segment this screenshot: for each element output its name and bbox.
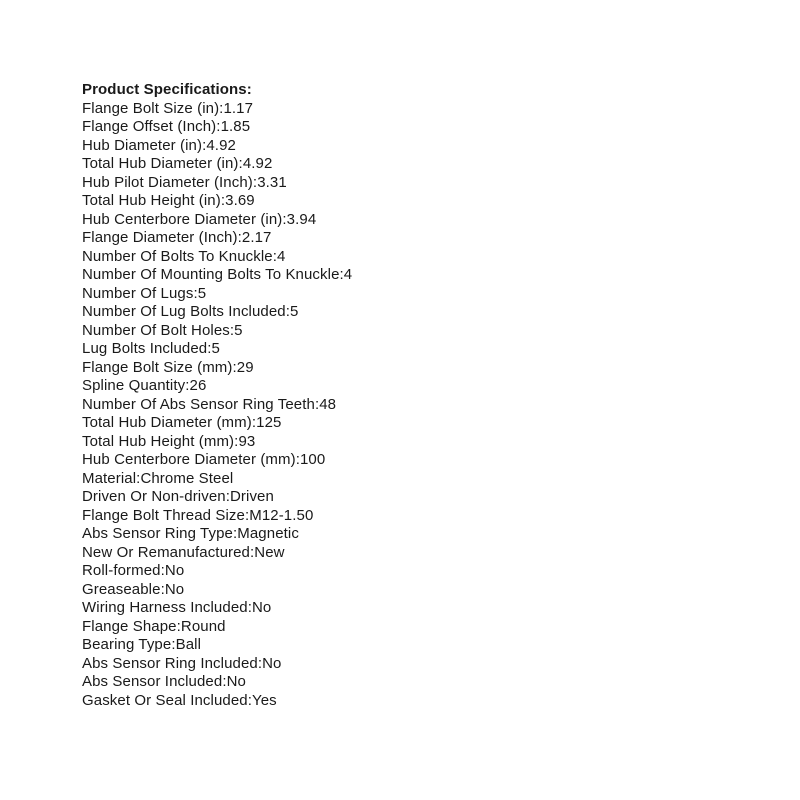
- spec-value: Magnetic: [237, 525, 299, 542]
- spec-label: Number Of Abs Sensor Ring Teeth: [82, 395, 315, 413]
- spec-value: 5: [197, 284, 207, 302]
- spec-label: Total Hub Height (in): [82, 192, 221, 209]
- spec-value: No: [226, 673, 246, 690]
- spec-label: Driven Or Non-driven: [82, 488, 226, 505]
- spec-separator: :: [160, 580, 165, 598]
- spec-separator: :: [225, 488, 230, 505]
- spec-label: Flange Diameter (Inch): [82, 229, 238, 246]
- spec-separator: :: [252, 173, 258, 191]
- spec-value: No: [262, 654, 282, 672]
- spec-value: Driven: [230, 488, 274, 505]
- spec-row: [82, 322, 352, 341]
- spec-row: [82, 433, 352, 452]
- spec-value: 1.85: [220, 118, 251, 135]
- spec-row: [82, 229, 352, 248]
- spec-label: Hub Diameter (in): [82, 136, 203, 154]
- spec-row: [82, 544, 352, 563]
- spec-row: [82, 266, 352, 285]
- spec-row: [82, 303, 352, 322]
- spec-separator: :: [185, 377, 190, 394]
- spec-row: [82, 248, 352, 267]
- spec-value: 5: [234, 321, 243, 339]
- spec-label: Flange Shape: [82, 617, 177, 635]
- spec-separator: :: [251, 414, 257, 431]
- spec-list: [82, 100, 352, 711]
- spec-label: Number Of Mounting Bolts To Knuckle: [82, 266, 340, 283]
- spec-separator: :: [339, 266, 344, 283]
- spec-row: [82, 377, 352, 396]
- spec-separator: :: [136, 469, 141, 487]
- spec-separator: :: [202, 136, 207, 154]
- spec-label: Flange Bolt Thread Size: [82, 506, 245, 524]
- spec-separator: :: [216, 118, 221, 135]
- spec-value: 4.92: [242, 155, 273, 172]
- spec-value: 100: [299, 451, 326, 468]
- spec-value: Round: [180, 617, 226, 635]
- spec-value: New: [254, 543, 285, 561]
- spec-row: [82, 340, 352, 359]
- spec-value: 4: [343, 266, 353, 283]
- page-title: Product Specifications:: [82, 81, 252, 98]
- spec-row: [82, 599, 352, 618]
- spec-value: No: [164, 562, 185, 579]
- spec-separator: :: [237, 229, 242, 246]
- spec-value: Ball: [175, 636, 202, 653]
- spec-label: Abs Sensor Ring Type: [82, 525, 233, 542]
- spec-value: M12-1.50: [249, 506, 314, 524]
- spec-row: [82, 562, 352, 581]
- spec-row: [82, 488, 352, 507]
- spec-value: 5: [290, 303, 299, 320]
- spec-row: [82, 192, 352, 211]
- spec-value: 4.92: [206, 136, 236, 154]
- spec-separator: :: [219, 99, 224, 117]
- spec-content: [82, 81, 352, 710]
- spec-separator: :: [207, 340, 212, 357]
- spec-value: 125: [256, 414, 282, 431]
- spec-row: [82, 581, 352, 600]
- spec-separator: :: [232, 358, 237, 376]
- spec-label: Roll-formed: [82, 562, 161, 579]
- spec-label: Total Hub Diameter (in): [82, 155, 239, 172]
- spec-separator: :: [232, 525, 238, 542]
- spec-value: 2.17: [241, 229, 272, 246]
- spec-separator: :: [229, 321, 235, 339]
- spec-row: [82, 636, 352, 655]
- spec-row: [82, 359, 352, 378]
- spec-value: 3.31: [257, 173, 287, 191]
- spec-row: [82, 451, 352, 470]
- spec-separator: :: [238, 155, 243, 172]
- spec-row: [82, 507, 352, 526]
- spec-label: Hub Centerbore Diameter (mm): [82, 451, 296, 468]
- spec-value: No: [164, 580, 185, 598]
- spec-separator: :: [257, 654, 263, 672]
- spec-separator: :: [282, 210, 287, 228]
- spec-label: Flange Offset (Inch): [82, 118, 217, 135]
- spec-value: 3.94: [286, 210, 317, 228]
- spec-label: Number Of Lugs: [82, 284, 194, 302]
- spec-row: [82, 396, 352, 415]
- spec-value: 48: [319, 395, 337, 413]
- spec-separator: :: [222, 673, 227, 690]
- spec-row: [82, 285, 352, 304]
- spec-label: Hub Centerbore Diameter (in): [82, 210, 283, 228]
- spec-separator: :: [176, 617, 181, 635]
- spec-label: Flange Bolt Size (mm): [82, 358, 233, 376]
- spec-label: Abs Sensor Ring Included: [82, 654, 258, 672]
- spec-separator: :: [295, 451, 300, 468]
- spec-value: Yes: [252, 691, 277, 709]
- spec-value: 5: [211, 340, 220, 357]
- spec-separator: :: [220, 192, 226, 209]
- spec-value: No: [251, 599, 272, 616]
- spec-label: Number Of Lug Bolts Included: [82, 303, 286, 320]
- spec-row: [82, 414, 352, 433]
- spec-value: 26: [189, 377, 207, 394]
- spec-separator: :: [234, 432, 239, 450]
- spec-label: Bearing Type: [82, 636, 172, 653]
- spec-separator: :: [250, 543, 255, 561]
- spec-label: Number Of Bolts To Knuckle: [82, 247, 273, 265]
- spec-value: 29: [236, 358, 254, 376]
- spec-label: Lug Bolts Included: [82, 340, 208, 357]
- spec-label: Abs Sensor Included: [82, 673, 223, 690]
- spec-value: 93: [238, 432, 256, 450]
- spec-value: Chrome Steel: [140, 469, 234, 487]
- spec-label: Gasket Or Seal Included: [82, 691, 248, 709]
- spec-separator: :: [272, 247, 278, 265]
- spec-row: [82, 525, 352, 544]
- spec-label: Hub Pilot Diameter (Inch): [82, 173, 253, 191]
- spec-separator: :: [244, 506, 250, 524]
- spec-row: [82, 211, 352, 230]
- spec-row: [82, 137, 352, 156]
- spec-label: Greaseable: [82, 580, 161, 598]
- spec-separator: :: [285, 303, 291, 320]
- spec-value: 3.69: [225, 192, 255, 209]
- spec-row: [82, 692, 352, 711]
- spec-separator: :: [314, 395, 320, 413]
- spec-label: New Or Remanufactured: [82, 543, 251, 561]
- spec-row: [82, 673, 352, 692]
- spec-label: Wiring Harness Included: [82, 599, 248, 616]
- spec-row: [82, 618, 352, 637]
- spec-label: Flange Bolt Size (in): [82, 99, 220, 117]
- spec-row: [82, 155, 352, 174]
- spec-row: [82, 100, 352, 119]
- spec-row: [82, 118, 352, 137]
- spec-row: [82, 174, 352, 193]
- spec-row: [82, 655, 352, 674]
- spec-value: 1.17: [223, 99, 254, 117]
- spec-separator: :: [247, 691, 252, 709]
- spec-separator: :: [171, 636, 176, 653]
- spec-label: Number Of Bolt Holes: [82, 321, 230, 339]
- spec-label: Spline Quantity: [82, 377, 186, 394]
- spec-label: Total Hub Diameter (mm): [82, 414, 252, 431]
- spec-label: Total Hub Height (mm): [82, 432, 235, 450]
- spec-separator: :: [160, 562, 165, 579]
- spec-separator: :: [193, 284, 198, 302]
- spec-separator: :: [247, 599, 252, 616]
- spec-row: [82, 470, 352, 489]
- spec-value: 4: [277, 247, 286, 265]
- spec-label: Material: [82, 469, 137, 487]
